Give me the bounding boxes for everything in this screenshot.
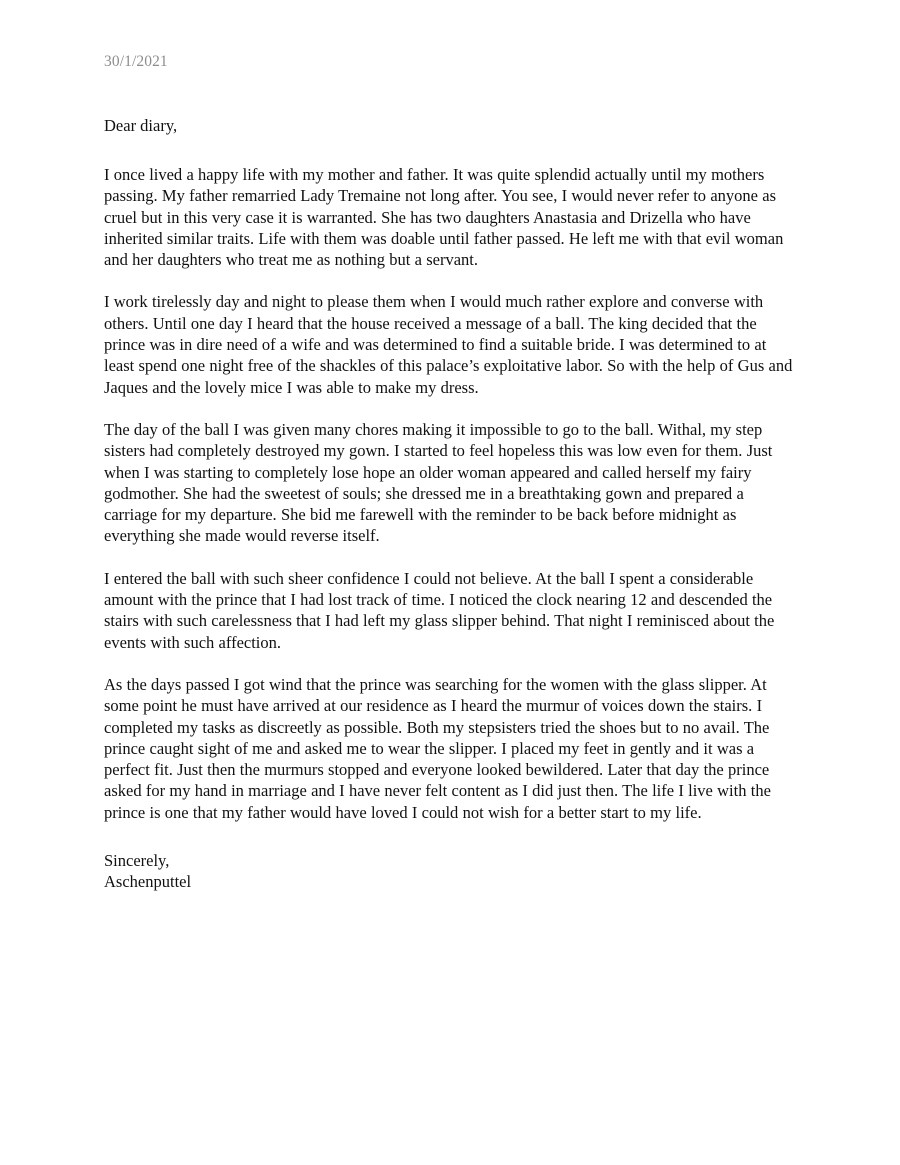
signature-name: Aschenputtel xyxy=(104,872,192,892)
document-date: 30/1/2021 xyxy=(104,53,168,70)
valediction: Sincerely, xyxy=(104,851,170,871)
body-paragraph: I entered the ball with such sheer confidence I could not believe. At the ball I spent a considerable amount with the prince that I had lost track of time. I noticed the clock nearing 12 and descended the stairs with such carelessness that I had left my glass slipper behind. That night I reminisced about the events with such affection. xyxy=(104,568,775,652)
body-paragraph: The day of the ball I was given many chores making it impossible to go to the ball. Withal, my step sisters had completely destroyed my gown. I started to feel hopeless this was low even for them. Just when I was starting to completely lose hope an older woman appeared and called herself my fairy godmother. She had the sweetest of souls; she dressed me in a breathtaking gown and prepared a carriage for my departure. She bid me farewell with the reminder to be back before midnight as everything she made would reverse itself. xyxy=(104,419,773,546)
closing-block xyxy=(104,850,798,893)
body-paragraph: I work tirelessly day and night to please them when I would much rather explore and converse with others. Until one day I heard that the house received a message of a ball. The king decided that the prince was in dire need of a wife and was determined to find a suitable bride. I was determined to at least spend one night free of the shackles of this palace’s exploitative labor. So with the help of Gus and Jaques and the lovely mice I was able to make my dress. xyxy=(104,292,793,397)
document-body xyxy=(104,52,798,893)
body-paragraph: As the days passed I got wind that the prince was searching for the women with the glass slipper. At some point he must have arrived at our residence as I heard the murmur of voices down the stairs. I completed my tasks as discreetly as possible. Both my stepsisters tried the shoes but to no avail. The prince caught sight of me and asked me to wear the slipper. I placed my feet in gently and it was a perfect fit. Just then the murmurs stopped and everyone looked bewildered. Later that day the prince asked for my hand in marriage and I have never felt content as I did just then. The life I live with the prince is one that my father would have loved I could not wish for a better start to my life. xyxy=(104,674,771,822)
salutation: Dear diary, xyxy=(104,116,178,135)
body-paragraph: I once lived a happy life with my mother and father. It was quite splendid actually until my mothers passing. My father remarried Lady Tremaine not long after. You see, I would never refer to anyone as cruel but in this very case it is warranted. She has two daughters Anastasia and Drizella who have inherited similar traits. Life with them was doable until father passed. He left me with that evil woman and her daughters who treat me as nothing but a servant. xyxy=(104,165,784,270)
